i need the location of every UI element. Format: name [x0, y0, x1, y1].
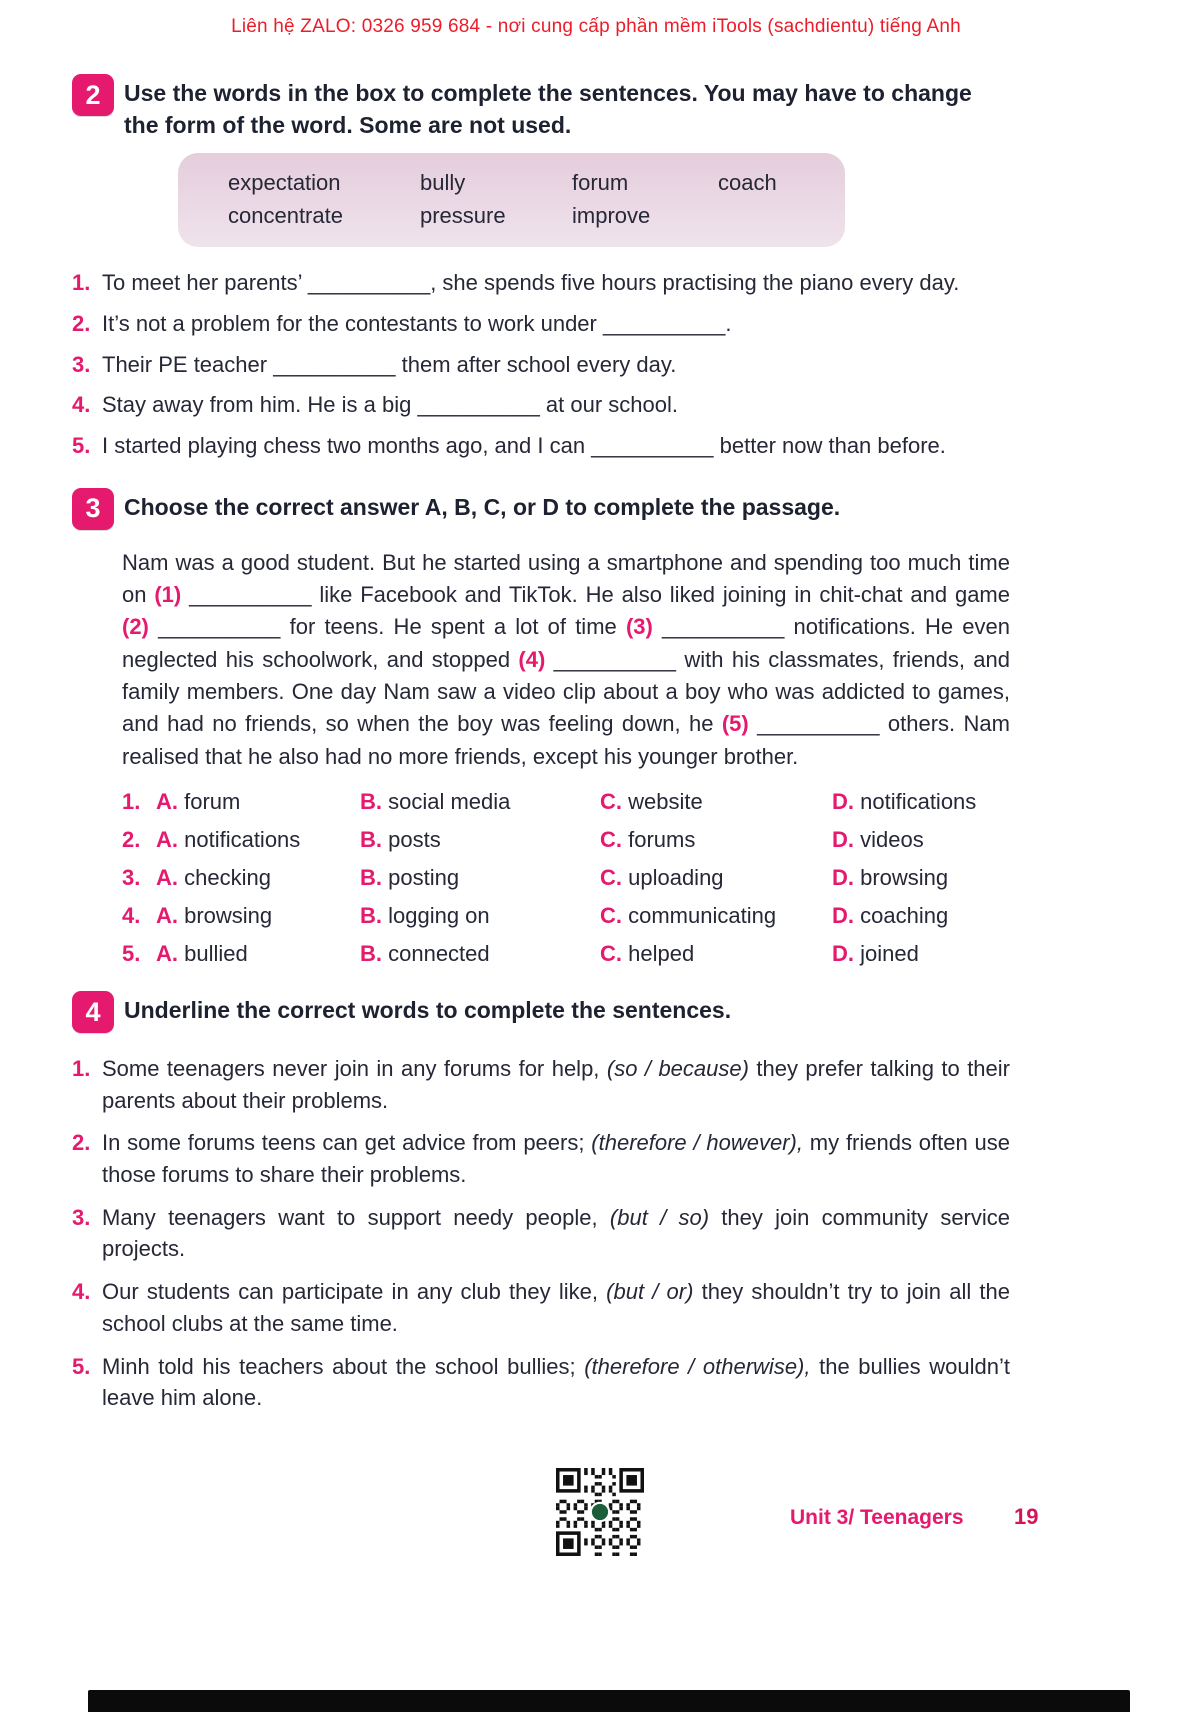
text-segment: Stay away from him. He is a big __________ at our school. [102, 392, 678, 418]
option-row-number: 3. [122, 865, 141, 891]
header-contact-line: Liên hệ ZALO: 0326 959 684 - nơi cung cấp phần mềm iTools (sachdientu) tiếng Anh [231, 16, 961, 37]
sentence-text [102, 430, 1010, 462]
unit-label: Unit 3/ Teenagers [790, 1506, 964, 1529]
scan-edge-bar [88, 1690, 1130, 1712]
option [156, 865, 360, 891]
word-box-item: forum [572, 170, 629, 196]
option [600, 903, 832, 929]
option [156, 827, 360, 853]
sentence [72, 1276, 1010, 1339]
option-text: joined [854, 941, 919, 967]
sentence [72, 1127, 1010, 1190]
option-letter: C. [600, 865, 622, 891]
sentence-text [102, 267, 1010, 299]
option [600, 789, 832, 815]
text-segment: my friends often use those forums to share their problems. [102, 1130, 1010, 1188]
option-text: videos [854, 827, 924, 853]
sentence-text [102, 389, 1010, 421]
blank-number: (3) [625, 614, 653, 640]
option-text: website [622, 789, 703, 815]
text-segment: they prefer talking to their parents about their problems. [102, 1056, 1010, 1113]
option [360, 903, 600, 929]
options-row [122, 827, 1010, 853]
option [156, 789, 360, 815]
exercise-4-title: Underline the correct words to complete the sentences. [124, 997, 732, 1024]
exercise-4-header [72, 991, 1010, 1033]
option-letter: D. [832, 789, 854, 815]
sentence-text [102, 1053, 1010, 1116]
word-box-item: improve [572, 203, 651, 229]
word-box-item: pressure [420, 203, 506, 229]
options-row [122, 903, 1010, 929]
option [832, 865, 948, 891]
exercise-2-title: Use the words in the box to complete the sentences. You may have to change the form of the word. Some are not used. [124, 80, 972, 138]
text-segment: Some teenagers never join in any forums for help, [102, 1056, 607, 1082]
exercise4-sentences [72, 1053, 1010, 1414]
option-text: browsing [178, 903, 273, 929]
option-letter: C. [600, 941, 622, 967]
sentence-number: 5. [72, 433, 91, 459]
passage [122, 547, 1010, 773]
text-segment: __________ others. Nam realised that he also had no more friends, except his younger brother. [122, 711, 1010, 769]
option-letter: B. [360, 903, 382, 929]
sentence-number: 3. [72, 351, 91, 377]
sentence-number: 4. [72, 1279, 91, 1305]
sentence-text [102, 1351, 1010, 1414]
sentence [72, 1202, 1010, 1265]
option [360, 865, 600, 891]
sentence [72, 349, 1010, 381]
sentence-text [102, 349, 1010, 381]
text-segment: In some forums teens can get advice from peers; [102, 1130, 592, 1156]
text-segment: __________ notifications. He even neglected his schoolwork, and stopped [122, 614, 1011, 672]
text-segment: __________ with his classmates, friends, and family members. One day Nam saw a video clip about a boy who was addicted to games, and had no friends, so when the boy was feeling down, he [122, 646, 1010, 737]
option [360, 827, 600, 853]
options-grid [122, 789, 1010, 967]
word-box [178, 153, 845, 247]
options-row [122, 941, 1010, 967]
option-text: forum [178, 789, 241, 815]
option-text: browsing [854, 865, 949, 891]
page-content [0, 74, 1192, 1414]
option-letter: A. [156, 789, 178, 815]
sentence [72, 1351, 1010, 1414]
text-segment: Their PE teacher __________ them after school every day. [102, 351, 677, 377]
option-text: bullied [178, 941, 248, 967]
exercise-2 [72, 74, 1010, 462]
choice-pair: (but / so) [609, 1204, 710, 1230]
sentence [72, 430, 1010, 462]
sentence-number: 3. [72, 1204, 91, 1230]
choice-pair: (therefore / otherwise), [584, 1353, 811, 1379]
exercise-4 [72, 991, 1010, 1414]
option-text: uploading [622, 865, 724, 891]
text-segment: It’s not a problem for the contestants to work under __________. [102, 311, 732, 337]
choice-pair: (therefore / however), [591, 1130, 803, 1156]
option-text: communicating [622, 903, 777, 929]
exercise-3-number-badge: 3 [72, 488, 114, 530]
exercise-3-title: Choose the correct answer A, B, C, or D to complete the passage. [124, 493, 841, 520]
qr-code [556, 1468, 644, 1556]
option-row-number: 4. [122, 903, 141, 929]
exercise-3 [72, 488, 1010, 967]
text-segment: Nam was a good student. But he started using a smartphone and spending too much time on [122, 549, 1010, 608]
sentence-text [102, 1276, 1010, 1339]
option [832, 903, 948, 929]
sentence [72, 267, 1010, 299]
choice-pair: (so / because) [606, 1056, 749, 1082]
options-row [122, 789, 1010, 815]
word-box-item: coach [718, 170, 777, 196]
option-row-number: 1. [122, 789, 141, 815]
sentence-number: 2. [72, 1130, 91, 1156]
option-letter: D. [832, 903, 854, 929]
page-footer [0, 1462, 1192, 1592]
blank-number: (4) [518, 646, 546, 672]
text-segment: I started playing chess two months ago, and I can __________ better now than before. [102, 433, 946, 459]
word-box-item: concentrate [228, 203, 343, 229]
text-segment: __________ like Facebook and TikTok. He also liked joining in chit-chat and game [181, 582, 1010, 608]
option-text: coaching [854, 903, 949, 929]
option-letter: A. [156, 903, 178, 929]
blank-number: (1) [154, 582, 182, 608]
choice-pair: (but / or) [606, 1279, 694, 1305]
word-box-item: bully [420, 170, 466, 196]
option-text: notifications [178, 827, 301, 853]
exercise-4-number-badge: 4 [72, 991, 114, 1033]
option [360, 789, 600, 815]
option-letter: D. [832, 865, 854, 891]
sentence [72, 308, 1010, 340]
option [600, 827, 832, 853]
word-box-row [228, 166, 845, 199]
text-segment: To meet her parents’ __________, she spends five hours practising the piano every day. [102, 270, 960, 296]
option [156, 941, 360, 967]
option [600, 865, 832, 891]
option-row-number: 2. [122, 827, 141, 853]
sentence-number: 1. [72, 270, 91, 296]
option-text: posting [382, 865, 460, 891]
sentence-text [102, 1127, 1010, 1190]
option-text: forums [622, 827, 696, 853]
option-letter: A. [156, 865, 178, 891]
sentence-number: 4. [72, 392, 91, 418]
exercise-2-number-badge: 2 [72, 74, 114, 116]
option-letter: A. [156, 941, 178, 967]
sentence-number: 2. [72, 311, 91, 337]
blank-number: (5) [721, 711, 749, 737]
text-segment: they shouldn’t try to join all the school clubs at the same time. [102, 1279, 1010, 1336]
option-letter: C. [600, 789, 622, 815]
option-text: helped [622, 941, 695, 967]
text-segment: __________ for teens. He spent a lot of time [148, 614, 626, 640]
sentence-number: 1. [72, 1056, 91, 1082]
options-row [122, 865, 1010, 891]
sentence [72, 389, 1010, 421]
option-letter: A. [156, 827, 178, 853]
word-box-row [228, 199, 845, 232]
option-letter: B. [360, 827, 382, 853]
option [360, 941, 600, 967]
text-segment: the bullies wouldn’t leave him alone. [102, 1353, 1010, 1411]
option [832, 827, 924, 853]
option-letter: B. [360, 941, 382, 967]
sentence-text [102, 1202, 1010, 1265]
option [156, 903, 360, 929]
option-text: logging on [382, 903, 490, 929]
text-segment: Many teenagers want to support needy people, [102, 1204, 610, 1230]
option-letter: C. [600, 903, 622, 929]
option-text: posts [382, 827, 441, 853]
option-letter: B. [360, 789, 382, 815]
sentence-text [102, 308, 1010, 340]
option [832, 941, 919, 967]
option-letter: D. [832, 827, 854, 853]
page-number: 19 [1014, 1504, 1039, 1529]
option-row-number: 5. [122, 941, 141, 967]
sentence [72, 1053, 1010, 1116]
option-text: social media [382, 789, 511, 815]
blank-number: (2) [122, 614, 149, 640]
option-letter: B. [360, 865, 382, 891]
exercise-2-header [72, 74, 1010, 141]
text-segment: Minh told his teachers about the school bullies; [102, 1353, 585, 1379]
option [832, 789, 976, 815]
text-segment: they join community service projects. [102, 1204, 1011, 1262]
option-letter: D. [832, 941, 854, 967]
option-text: checking [178, 865, 271, 891]
option-text: connected [382, 941, 490, 967]
word-box-item: expectation [228, 170, 341, 196]
option [600, 941, 832, 967]
option-text: notifications [854, 789, 977, 815]
text-segment: Our students can participate in any club they like, [102, 1279, 607, 1305]
sentence-number: 5. [72, 1353, 91, 1379]
option-letter: C. [600, 827, 622, 853]
exercise-3-header [72, 488, 1010, 530]
exercise2-sentences [72, 267, 1010, 461]
